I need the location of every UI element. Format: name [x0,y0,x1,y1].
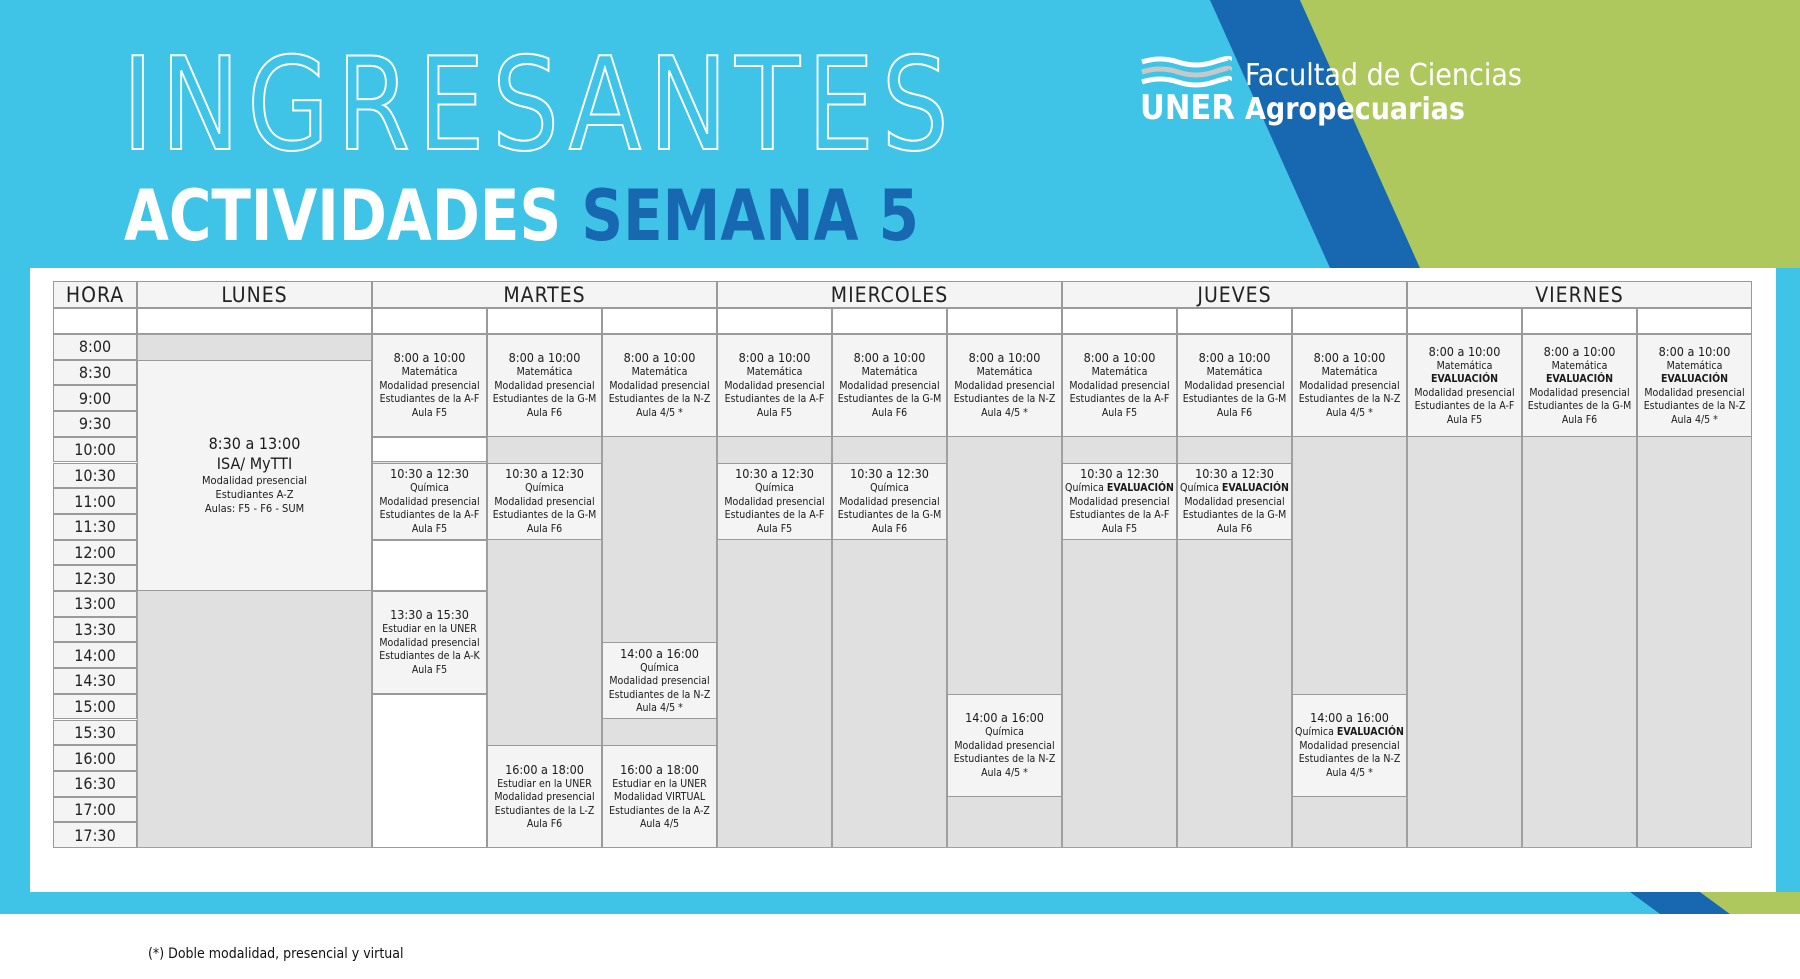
time-label: 13:00 [74,594,116,614]
activity-time: 10:30 a 12:30 [850,466,929,482]
activity-line: Estudiantes de la N-Z [608,393,711,406]
activity-line: Matemática [1091,366,1148,379]
activity-line: Modalidad presencial [954,379,1055,392]
activity-line: Estudiantes de la A-F [379,393,480,406]
time-label: 8:30 [78,363,112,383]
time-label: 17:00 [74,799,116,819]
time-cell [53,642,137,668]
activity-line: Modalidad presencial [1069,379,1170,392]
time-label: 8:00 [78,337,112,357]
activity-line: Aula 4/5 * [636,702,683,715]
activity-line: Aula 4/5 * [981,766,1028,779]
time-label: 14:00 [74,645,116,665]
activity-block[interactable] [1407,334,1522,437]
day-header-label: MIERCOLES [830,282,949,307]
activity-line: Aula F6 [871,522,908,535]
activity-line: Aula F5 [1101,522,1138,535]
day-header-miercoles [717,281,1062,308]
hour-header [53,281,137,308]
activity-line: Estudiantes de la G-M [492,393,597,406]
activity-line: Aula F5 [411,663,448,676]
time-label: 16:30 [74,774,116,794]
time-cell [53,617,137,643]
activity-time: 8:00 a 10:00 [853,350,926,366]
activity-line: Modalidad presencial [1184,379,1285,392]
activity-time: 16:00 a 18:00 [620,761,699,777]
activity-time: 8:00 a 10:00 [968,350,1041,366]
activity-line: Modalidad presencial [839,379,940,392]
activity-line: Modalidad presencial [1184,495,1285,508]
activity-line: Modalidad presencial [1414,386,1515,399]
activity-line: Estudiantes de la N-Z [608,688,711,701]
activity-line: Estudiantes de la N-Z [953,393,1056,406]
time-label: 14:30 [74,671,116,691]
activity-time: 8:00 a 10:00 [1313,350,1386,366]
activity-line: Aula F5 [756,522,793,535]
activity-block[interactable] [602,334,717,437]
activity-line: Estudiar en la UNER [612,777,707,790]
activity-block[interactable] [947,694,1062,797]
time-label: 10:30 [74,465,116,485]
activity-line: Química [525,482,564,495]
activity-line: Matemática [1321,366,1378,379]
activity-time: 8:00 a 10:00 [393,350,466,366]
activity-block[interactable] [1522,334,1637,437]
activity-line: Modalidad presencial [202,474,307,488]
activity-line: Estudiantes de la N-Z [953,753,1056,766]
activity-line: Modalidad presencial [494,791,595,804]
subheader-col [1407,308,1522,334]
time-cell [53,514,137,540]
activity-line: Matemática [401,366,458,379]
activity-line: Aula F6 [871,406,908,419]
activity-line: Matemática [976,366,1033,379]
activity-line: Estudiantes de la G-M [492,509,597,522]
activity-line: Estudiantes de la A-K [379,650,480,663]
activity-time: 8:00 a 10:00 [1198,350,1271,366]
time-label: 11:30 [74,517,116,537]
activity-line: Aula F5 [411,406,448,419]
day-header-label: VIERNES [1535,282,1624,307]
activity-time: 14:00 a 16:00 [965,710,1044,726]
activity-time: 10:30 a 12:30 [505,466,584,482]
time-label: 15:30 [74,722,116,742]
day-header-martes [372,281,717,308]
activity-line: EVALUACIÓN [1660,373,1729,386]
activity-line: Estudiantes de la N-Z [1643,400,1746,413]
time-cell [53,797,137,823]
activity-block[interactable] [602,642,717,719]
activity-line: Estudiantes de la G-M [837,509,942,522]
activity-block[interactable] [717,463,832,540]
activity-line: Modalidad VIRTUAL [613,791,706,804]
activity-block[interactable] [137,360,372,591]
activity-line: Estudiantes de la G-M [1527,400,1632,413]
activity-time: 10:30 a 12:30 [390,466,469,482]
activity-line: Estudiar en la UNER [382,623,477,636]
activity-line: Química [870,482,909,495]
activity-line: Química [410,482,449,495]
subheader-lunes [137,308,372,334]
time-cell [53,334,137,360]
activity-line: Aula F5 [1101,406,1138,419]
activity-line: Estudiantes A-Z [215,488,294,502]
subheader-col [372,308,487,334]
activity-time: 16:00 a 18:00 [505,761,584,777]
activity-line: Modalidad presencial [1529,386,1630,399]
activity-line: Matemática [516,366,573,379]
activity-block[interactable] [372,591,487,694]
activity-block[interactable] [372,463,487,540]
activity-line: Aula F6 [1561,413,1598,426]
activity-time: 8:00 a 10:00 [623,350,696,366]
day-header-viernes [1407,281,1752,308]
activity-block[interactable] [947,334,1062,437]
activity-line: Aula F5 [1446,413,1483,426]
activity-line: Modalidad presencial [379,379,480,392]
activity-line: Aula 4/5 * [1671,413,1718,426]
subheader-col [832,308,947,334]
activity-line: Matemática [861,366,918,379]
time-cell [53,488,137,514]
activity-line: Estudiantes de la A-F [1414,400,1515,413]
time-cell [53,463,137,489]
activity-line: Estudiantes de la N-Z [1298,753,1401,766]
activity-block[interactable] [487,745,602,848]
activity-line: Estudiantes de la A-F [1069,393,1170,406]
activity-line: Modalidad presencial [839,495,940,508]
activity-line: Aula F5 [756,406,793,419]
activity-line: Estudiantes de la G-M [1182,509,1287,522]
activity-time: 14:00 a 16:00 [620,645,699,661]
empty-slot [372,437,487,463]
activity-block[interactable] [1292,694,1407,797]
subheader-col [1637,308,1752,334]
logo-faculty-line1: Facultad de Ciencias [1245,58,1522,93]
logo-faculty-line2: Agropecuarias [1245,92,1465,127]
activity-line: Estudiantes de la A-F [724,509,825,522]
activity-time: 10:30 a 12:30 [1195,466,1274,482]
empty-slot [372,694,487,848]
time-label: 13:30 [74,620,116,640]
activity-line: Química EVALUACIÓN [1295,726,1404,739]
activity-line: Modalidad presencial [379,495,480,508]
activity-line: Aula F6 [526,406,563,419]
activity-line: Aula F6 [1216,522,1253,535]
time-label: 15:00 [74,697,116,717]
activity-time: 10:30 a 12:30 [1080,466,1159,482]
activity-line: Aula F6 [526,522,563,535]
time-label: 11:00 [74,491,116,511]
activity-line: Modalidad presencial [1069,495,1170,508]
activity-line: Modalidad presencial [1299,379,1400,392]
activity-time: 8:00 a 10:00 [738,350,811,366]
activity-time: 14:00 a 16:00 [1310,710,1389,726]
time-cell [53,360,137,386]
subheader-col [1177,308,1292,334]
activity-line: Matemática [1206,366,1263,379]
activity-block[interactable] [1177,463,1292,540]
activity-time: 8:00 a 10:00 [1543,343,1616,359]
time-cell [53,694,137,720]
subheader-col [602,308,717,334]
activity-line: Aula 4/5 * [1326,406,1373,419]
subheader-col [487,308,602,334]
time-cell [53,822,137,848]
day-header-label: LUNES [221,282,288,307]
time-cell [53,591,137,617]
time-cell [53,540,137,566]
time-cell [53,668,137,694]
subheader-col [947,308,1062,334]
activity-line: Modalidad presencial [724,379,825,392]
activity-line: Aula 4/5 * [1326,766,1373,779]
activity-line: Modalidad presencial [494,495,595,508]
title-actividades-text: ACTIVIDADES [124,175,562,257]
activity-time: 8:30 a 13:00 [208,434,301,454]
activity-line: Química [755,482,794,495]
activity-line: Estudiantes de la G-M [837,393,942,406]
time-cell [53,411,137,437]
subheader-col [717,308,832,334]
activity-line: EVALUACIÓN [1430,373,1499,386]
activity-line: Matemática [1551,359,1608,372]
activity-line: Estudiantes de la G-M [1182,393,1287,406]
activity-time: 8:00 a 10:00 [1658,343,1731,359]
activity-block[interactable] [1062,463,1177,540]
time-label: 16:00 [74,748,116,768]
activity-time: 10:30 a 12:30 [735,466,814,482]
time-cell [53,745,137,771]
activity-block[interactable] [832,334,947,437]
activity-line: Modalidad presencial [724,495,825,508]
footnote: (*) Doble modalidad, presencial y virtual [148,946,404,962]
activity-block[interactable] [717,334,832,437]
activity-block[interactable] [1637,334,1752,437]
activity-block[interactable] [487,463,602,540]
uner-wave-icon [1140,54,1232,88]
subheader-hour [53,308,137,334]
activity-line: Matemática [631,366,688,379]
title-ingresantes: INGRESANTES [122,31,957,180]
activity-line: Modalidad presencial [954,739,1055,752]
activity-line: Matemática [1666,359,1723,372]
day-header-jueves [1062,281,1407,308]
activity-line: Modalidad presencial [379,636,480,649]
activity-line: Estudiantes de la A-F [1069,509,1170,522]
activity-line: Estudiantes de la L-Z [494,804,595,817]
time-cell [53,720,137,746]
subheader-col [1522,308,1637,334]
activity-line: Modalidad presencial [609,379,710,392]
time-label: 9:00 [78,388,112,408]
time-label: 17:30 [74,825,116,845]
activity-block[interactable] [602,745,717,848]
activity-block[interactable] [1292,334,1407,437]
time-cell [53,565,137,591]
activity-line: Estudiantes de la A-F [379,509,480,522]
logo-uner: UNER [1140,88,1235,128]
activity-block[interactable] [487,334,602,437]
activity-line: Matemática [746,366,803,379]
activity-line: Química [985,726,1024,739]
time-label: 10:00 [74,440,116,460]
hour-header-label: HORA [65,282,125,307]
time-label: 12:00 [74,542,116,562]
time-label: 12:30 [74,568,116,588]
activity-line: Aula F5 [411,522,448,535]
activity-line: Aula 4/5 * [636,406,683,419]
activity-line: Aulas: F5 - F6 - SUM [204,502,305,516]
activity-time: 8:00 a 10:00 [508,350,581,366]
activity-block[interactable] [1177,334,1292,437]
activity-time: 8:00 a 10:00 [1428,343,1501,359]
activity-line: Química EVALUACIÓN [1180,482,1289,495]
activity-line: Modalidad presencial [609,675,710,688]
activity-line: Matemática [1436,359,1493,372]
day-header-label: JUEVES [1197,282,1272,307]
subheader-col [1292,308,1407,334]
activity-line: Estudiantes de la A-Z [609,804,710,817]
time-label: 9:30 [78,414,112,434]
activity-line: Química EVALUACIÓN [1065,482,1174,495]
title-actividades [124,176,919,256]
activity-line: ISA/ MyTTI [216,454,293,474]
activity-line: Aula F6 [1216,406,1253,419]
day-header-lunes [137,281,372,308]
day-header-label: MARTES [503,282,586,307]
activity-line: Modalidad presencial [494,379,595,392]
activity-block[interactable] [832,463,947,540]
time-cell [53,385,137,411]
time-cell [53,437,137,463]
activity-line: Estudiar en la UNER [497,777,592,790]
title-week-text: SEMANA 5 [581,175,919,257]
activity-line: Estudiantes de la A-F [724,393,825,406]
activity-line: Aula 4/5 * [981,406,1028,419]
activity-line: Modalidad presencial [1644,386,1745,399]
activity-line: Estudiantes de la N-Z [1298,393,1401,406]
activity-line: Aula 4/5 [639,818,680,831]
activity-line: Modalidad presencial [1299,739,1400,752]
subheader-col [1062,308,1177,334]
activity-line: Aula F6 [526,818,563,831]
empty-slot [372,540,487,591]
activity-line: Química [640,661,679,674]
activity-line: EVALUACIÓN [1545,373,1614,386]
activity-time: 8:00 a 10:00 [1083,350,1156,366]
activity-block[interactable] [372,334,487,437]
activity-block[interactable] [1062,334,1177,437]
activity-time: 13:30 a 15:30 [390,607,469,623]
time-cell [53,771,137,797]
